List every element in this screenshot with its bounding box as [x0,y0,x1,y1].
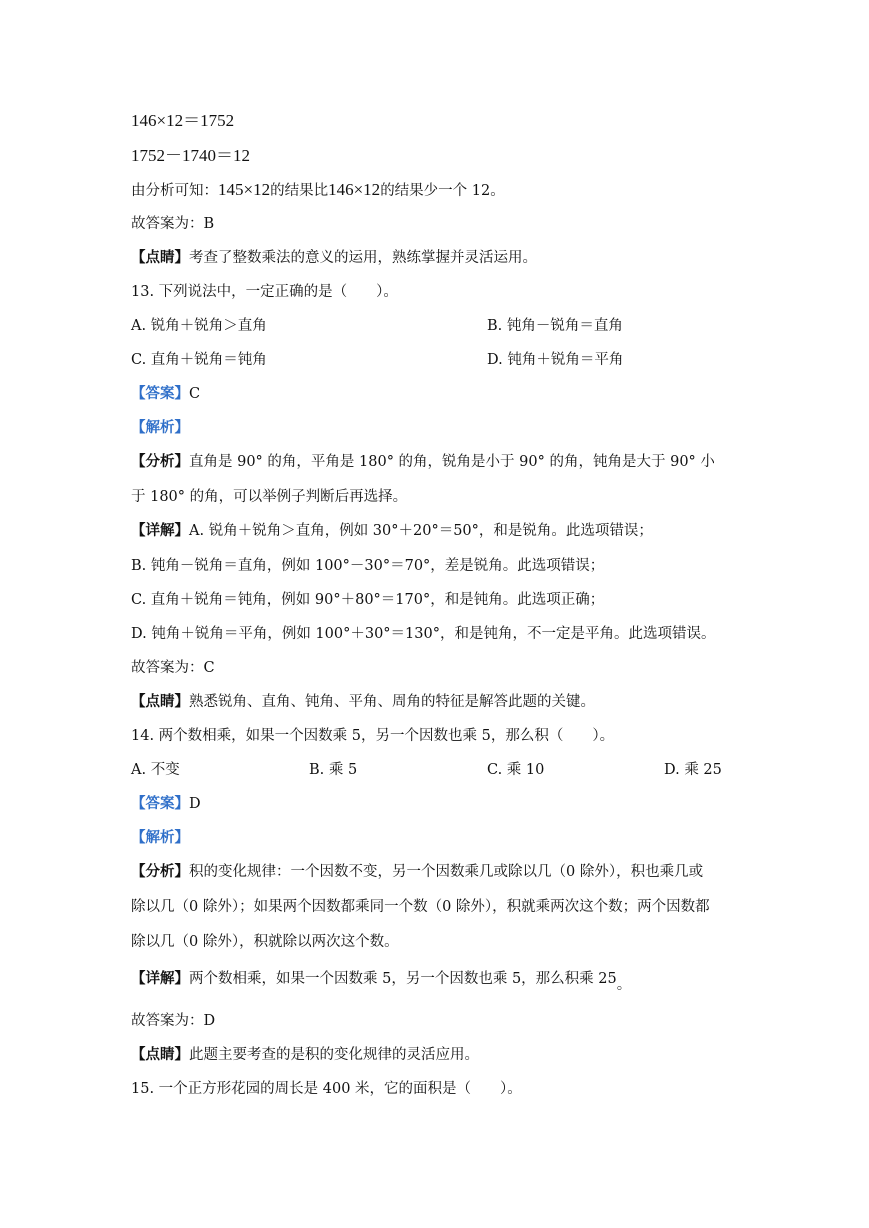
dianjing-text: 此题主要考查的是积的变化规律的灵活应用。 [189,1047,479,1063]
q14-fenxi-line-2: 除以几（0 除外）；如果两个因数都乘同一个数（0 除外），积就乘两次这个数；两个因数都 [131,899,710,915]
answer-value: C [189,386,201,402]
dianjing-text: 考查了整数乘法的意义的运用，熟练掌握并灵活运用。 [189,250,537,266]
q13-xiangjie-a [131,521,653,541]
answer-tag: 【答案】 [131,795,189,812]
q14-option-c: C. 乘 10 [487,762,545,778]
q14-fenxi-line-1 [131,862,703,882]
q14-answer [131,794,201,814]
q14-fenxi-line-3: 除以几（0 除外），积就除以两次这个数。 [131,934,399,950]
q14-analysis-tag: 【解析】 [131,829,189,846]
q14-option-b: B. 乘 5 [309,762,358,778]
dianjing-tag: 【点睛】 [131,693,189,710]
xiangjie-end-mark: 。 [616,977,632,993]
q14-stem: 14. 两个数相乘，如果一个因数乘 5，另一个因数也乘 5，那么积（ ）。 [131,728,615,744]
q14-option-d: D. 乘 25 [664,762,722,778]
expression-145x12: 145×12 [218,180,271,199]
q14-final-answer: 故答案为：D [131,1013,216,1029]
dianjing-tag: 【点睛】 [131,1046,189,1063]
q13-answer [131,384,200,404]
fenxi-text: 直角是 90° 的角，平角是 180° 的角，锐角是小于 90° 的角，钝角是大于 90° 小 [189,454,715,470]
xiangjie-tag: 【详解】 [131,970,189,987]
q13-option-b: B. 钝角－锐角＝直角 [487,318,623,334]
dianjing-q12 [131,248,537,268]
answer-value: D [189,796,201,812]
equation-line-2: 1752－1740＝12 [131,146,250,165]
xiangjie-text: 两个数相乘，如果一个因数乘 5，另一个因数也乘 5，那么积乘 25 [189,971,617,987]
q14-xiangjie [131,969,632,993]
conclusion-line [131,180,505,201]
q13-xiangjie-d: D. 钝角＋锐角＝平角，例如 100°＋30°＝130°，和是钝角，不一定是平角。此选项错误。 [131,626,716,642]
conclusion-suffix: 的结果少一个 12。 [380,183,505,199]
answer-tag: 【答案】 [131,385,189,402]
q13-option-c: C. 直角＋锐角＝钝角 [131,352,267,368]
xiangjie-a-text: A. 锐角＋锐角＞直角，例如 30°＋20°＝50°，和是锐角。此选项错误； [189,523,653,539]
xiangjie-tag: 【详解】 [131,522,189,539]
q14-dianjing [131,1045,479,1065]
conclusion-prefix: 由分析可知： [131,183,218,199]
expression-146x12: 146×12 [328,180,381,199]
fenxi-tag: 【分析】 [131,453,189,470]
q13-final-answer: 故答案为：C [131,660,215,676]
q13-fenxi-line-2: 于 180° 的角，可以举例子判断后再选择。 [131,489,408,505]
q13-analysis-tag: 【解析】 [131,419,189,436]
q13-xiangjie-b: B. 钝角－锐角＝直角，例如 100°－30°＝70°，差是锐角。此选项错误； [131,558,605,574]
q13-stem: 13. 下列说法中，一定正确的是（ ）。 [131,284,398,300]
fenxi-text: 积的变化规律：一个因数不变，另一个因数乘几或除以几（0 除外），积也乘几或 [189,864,704,880]
q13-option-a: A. 锐角＋锐角＞直角 [131,318,267,334]
fenxi-tag: 【分析】 [131,863,189,880]
q15-stem: 15. 一个正方形花园的周长是 400 米，它的面积是（ ）。 [131,1081,522,1097]
dianjing-tag: 【点睛】 [131,249,189,266]
q13-fenxi-line-1 [131,452,715,472]
q13-dianjing [131,692,595,712]
answer-line-q12: 故答案为：B [131,216,215,232]
equation-line-1: 146×12＝1752 [131,111,235,130]
conclusion-middle: 的结果比 [270,183,329,199]
dianjing-text: 熟悉锐角、直角、钝角、平角、周角的特征是解答此题的关键。 [189,694,595,710]
q13-xiangjie-c: C. 直角＋锐角＝钝角，例如 90°＋80°＝170°，和是钝角。此选项正确； [131,592,605,608]
q13-option-d: D. 钝角＋锐角＝平角 [487,352,624,368]
q14-option-a: A. 不变 [131,762,180,778]
